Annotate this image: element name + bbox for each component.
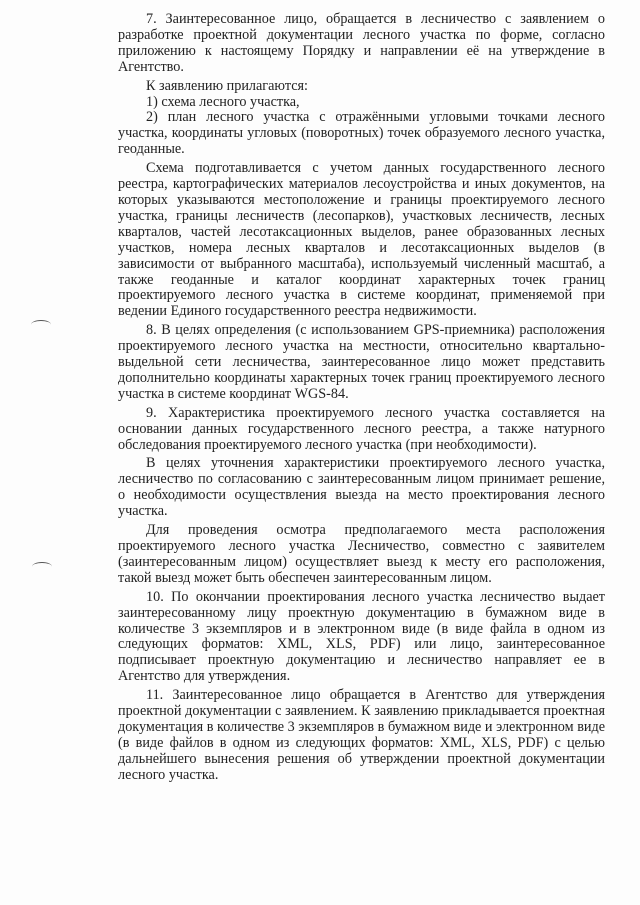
paragraph-attachment-1: 1) схема лесного участка, — [146, 93, 300, 110]
margin-hole-punch-mark — [32, 562, 52, 571]
paragraph-9-characteristics: 9. Характеристика проектируемого лесного участка составляется на основании данных государственного лесного реестра, а также натурного обследования проектируемого лесного участка (при необходимости). — [118, 404, 605, 453]
paragraph-inspection: Для проведения осмотра предполагаемого места расположения проектируемого лесного участка Лесничество, совместно с заявителем (заинтересованным лицом) осуществляет выезд к месту его расположения, такой выезд может быть обеспечен заинтересованным лицом. — [118, 522, 605, 586]
margin-hole-punch-mark — [31, 320, 51, 329]
paragraph-7-application: 7. Заинтересованное лицо, обращается в лесничество с заявлением о разработке проектной документации лесного участка по форме, согласно приложению к настоящему Порядку и направлении её на утверждение в Агентство. — [118, 11, 605, 75]
paragraph-scheme-preparation: Схема подготавливается с учетом данных государственного лесного реестра, картографических материалов лесоустройства и иных документов, на которых указываются местоположение и границы проектируемого лесного участка, границы лесничеств (лесопарков), участковых лесничеств, лесных кварталов, частей лесотаксационных выделов, ранее образованных лесных участков, номера лесных кварталов и лесотаксационных выделов (в зависимости от выбранного масштаба), используемый численный масштаб, а также геоданные и каталог координат характерных точек границ проектируемого лесного участка в системе координат, применяемой при ведении Единого государственного реестра недвижимости. — [118, 160, 605, 320]
paragraph-site-visit-decision: В целях уточнения характеристики проектируемого лесного участка, лесничество по согласованию с заинтересованным лицом принимает решение, о необходимости осуществления выезда на место проектирования лесного участка. — [118, 455, 605, 520]
paragraph-10-completion: 10. По окончании проектирования лесного участка лесничество выдает заинтересованному лицу проектную документацию в бумажном виде в количестве 3 экземпляров и в электронном виде (в виде файла в одном из следующих форматов: XML, XLS, PDF) или лицо, заинтересованное подписывает проектную документацию и лесничество направляет ее в Агентство для утверждения. — [118, 588, 605, 685]
document-body — [118, 12, 605, 784]
paragraph-11-approval: 11. Заинтересованное лицо обращается в Агентство для утверждения проектной документации с заявлением. К заявлению прикладывается проектная документация в количестве 3 экземпляров в бумажном виде и электронном виде (в виде файлов в одном из следующих форматов: XML, XLS, PDF) с целью дальнейшего вынесения решения об утверждении проектной документации лесного участка. — [118, 687, 605, 783]
paragraph-8-gps: 8. В целях определения (с использованием GPS-приемника) расположения проектируемого лесного участка на местности, относительно квартально-выдельной сети лесничества, заинтересованное лицо может представить дополнительно координаты характерных точек границ проектируемого лесного участка в системе координат WGS-84. — [118, 322, 605, 402]
paragraph-attachments-heading: К заявлению прилагаются: — [146, 77, 308, 94]
paragraph-attachment-2: 2) план лесного участка с отражёнными угловыми точками лесного участка, координаты угловых (поворотных) точек образуемого лесного участка, геоданные. — [118, 109, 605, 158]
